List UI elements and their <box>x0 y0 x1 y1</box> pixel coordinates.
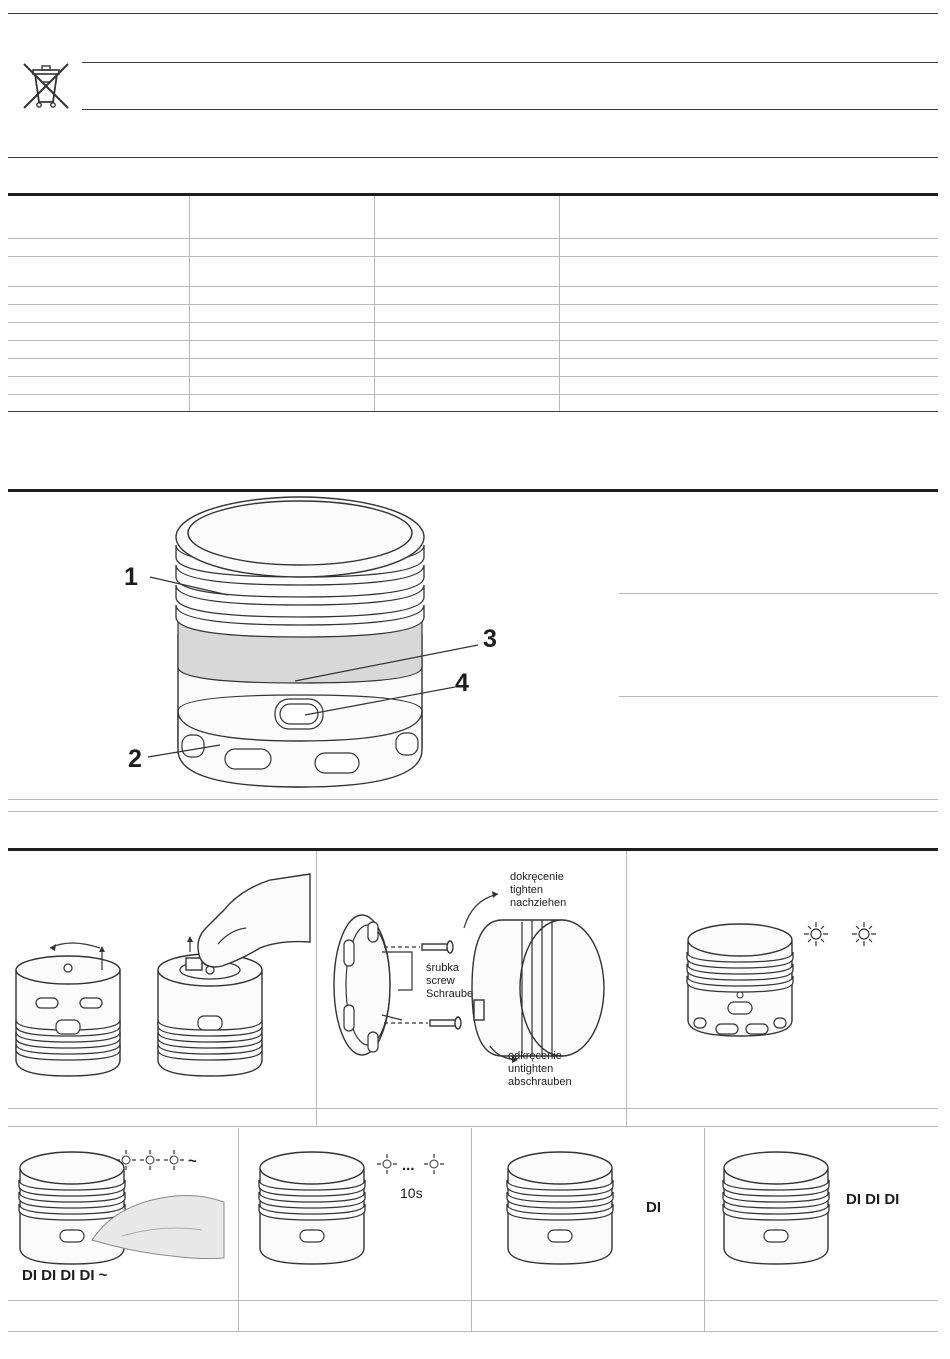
alarm-test-illustration <box>12 1140 234 1290</box>
table-row <box>8 256 938 257</box>
install-bottom-rule <box>8 1126 938 1127</box>
test-col-divider <box>471 1128 472 1332</box>
led-flash-icon <box>164 1150 184 1170</box>
led-flash-icon <box>804 922 828 946</box>
smoke-detector-diagram <box>100 495 520 795</box>
tighten-label-pl: dokręcenie <box>510 871 564 883</box>
overview-side-rule <box>619 696 938 697</box>
mounting-illustration <box>322 860 622 1105</box>
led-flash-icon <box>377 1154 397 1174</box>
untighten-label-de: abschrauben <box>508 1076 572 1088</box>
install-top-rule <box>8 848 938 851</box>
overview-top-rule <box>8 489 938 492</box>
table-row <box>8 340 938 341</box>
install-col-divider <box>316 851 317 1127</box>
screw-label-de: Schraube <box>426 988 474 1000</box>
table-row <box>8 322 938 323</box>
tighten-label-en: tighten <box>510 884 544 896</box>
overview-side-rule <box>619 593 938 594</box>
table-row <box>8 238 938 239</box>
overview-bottom-rule <box>8 799 938 800</box>
top-rule <box>8 13 938 14</box>
untighten-label-pl: odkręcenie <box>508 1050 562 1062</box>
part-label-4: 4 <box>455 669 469 697</box>
led-flash-icon <box>424 1154 444 1174</box>
weee-rule-bottom <box>82 109 938 110</box>
interval-label: 10s <box>400 1185 423 1201</box>
part-label-1: 1 <box>124 563 138 591</box>
untighten-label-en: untighten <box>508 1063 554 1075</box>
alarm-beeps-text: DI DI DI DI ~ <box>22 1267 108 1284</box>
screw-label-pl: śrubka <box>426 962 460 974</box>
table-bottom-rule <box>8 411 938 412</box>
single-beep-text: DI <box>646 1199 661 1216</box>
led-ellipsis: ... <box>402 1157 415 1174</box>
single-beep-illustration <box>500 1140 700 1290</box>
led-flash-icon <box>140 1150 160 1170</box>
led-wave-mark: ~ <box>188 1153 197 1170</box>
tighten-label-de: nachziehen <box>510 897 567 909</box>
table-row <box>8 358 938 359</box>
table-col-divider <box>189 196 190 411</box>
table-row <box>8 376 938 377</box>
overview-bottom-rule <box>8 811 938 812</box>
test-col-divider <box>238 1128 239 1332</box>
table-row <box>8 286 938 287</box>
weee-rule-top <box>82 62 938 63</box>
table-row <box>8 304 938 305</box>
install-bottom-rule <box>8 1108 938 1109</box>
test-bottom-rule <box>8 1300 938 1301</box>
section-rule-1 <box>8 157 938 158</box>
led-flash-icon <box>852 922 876 946</box>
table-col-divider <box>559 196 560 411</box>
screw-label-en: screw <box>426 975 455 987</box>
hush-interval-illustration <box>252 1140 462 1290</box>
battery-activation-illustration <box>10 870 310 1080</box>
table-top-rule <box>8 193 938 196</box>
triple-beep-illustration <box>716 1140 940 1290</box>
led-blink-illustration <box>680 912 900 1042</box>
triple-beep-text: DI DI DI <box>846 1191 900 1208</box>
test-col-divider <box>704 1128 705 1332</box>
part-label-2: 2 <box>128 745 142 773</box>
part-label-3: 3 <box>483 625 497 653</box>
table-col-divider <box>374 196 375 411</box>
install-col-divider <box>626 851 627 1127</box>
weee-crossed-bin-icon <box>20 58 72 112</box>
table-row <box>8 394 938 395</box>
test-bottom-rule <box>8 1331 938 1332</box>
